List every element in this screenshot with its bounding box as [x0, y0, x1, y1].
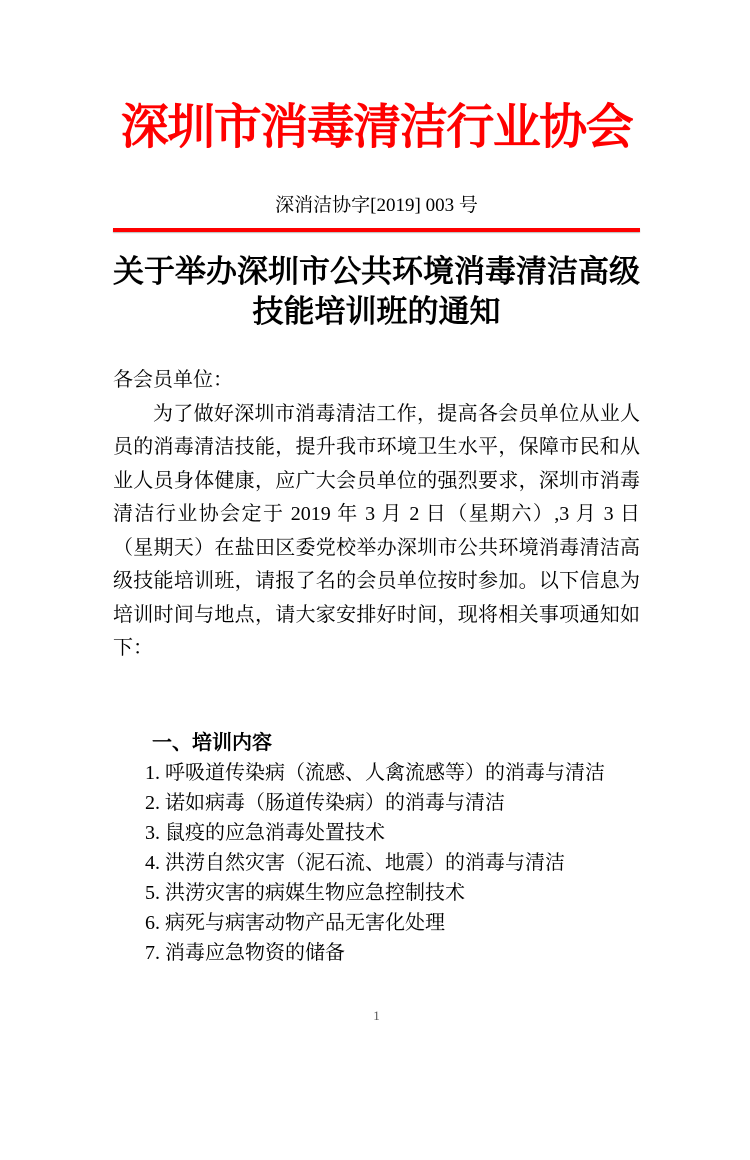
training-list-item: 3. 鼠疫的应急消毒处置技术 — [145, 821, 385, 844]
red-divider-line — [113, 228, 640, 232]
training-list-item: 1. 呼吸道传染病（流感、人禽流感等）的消毒与清洁 — [145, 761, 605, 784]
training-list-item: 2. 诺如病毒（肠道传染病）的消毒与清洁 — [145, 791, 505, 814]
salutation: 各会员单位： — [113, 369, 233, 391]
notice-title-line1: 关于举办深圳市公共环境消毒清洁高级 — [113, 254, 640, 289]
notice-title — [113, 252, 640, 332]
training-list-item: 5. 洪涝灾害的病媒生物应急控制技术 — [145, 881, 465, 904]
page-number: 1 — [373, 1007, 380, 1023]
section-title: 一、培训内容 — [152, 731, 272, 754]
training-content-section — [113, 728, 640, 968]
document-number: 深消洁协字[2019] 003 号 — [275, 195, 478, 216]
notice-title-line2: 技能培训班的通知 — [252, 294, 501, 329]
training-list-item: 7. 消毒应急物资的储备 — [145, 941, 345, 964]
notice-document-page — [0, 100, 750, 1160]
organization-title: 深圳市消毒清洁行业协会 — [120, 101, 633, 154]
intro-paragraph: 为了做好深圳市消毒清洁工作，提高各会员单位从业人员的消毒清洁技能，提升我市环境卫生水平，保障市民和从业人员身体健康，应广大会员单位的强烈要求，深圳市消毒清洁行业协会定于 2019 年 3 月 2 日（星期六）,3 月 3 日（星期天）在盐田区委党校举办深圳市公共环境消毒清洁高级技能培训班，请报了名的会员单位按时参加。以下信息为培训时间与地点，请大家安排好时间，现将相关事项通知如下： — [113, 402, 640, 659]
training-list-item: 6. 病死与病害动物产品无害化处理 — [145, 911, 445, 934]
training-list-item: 4. 洪涝自然灾害（泥石流、地震）的消毒与清洁 — [145, 851, 565, 874]
